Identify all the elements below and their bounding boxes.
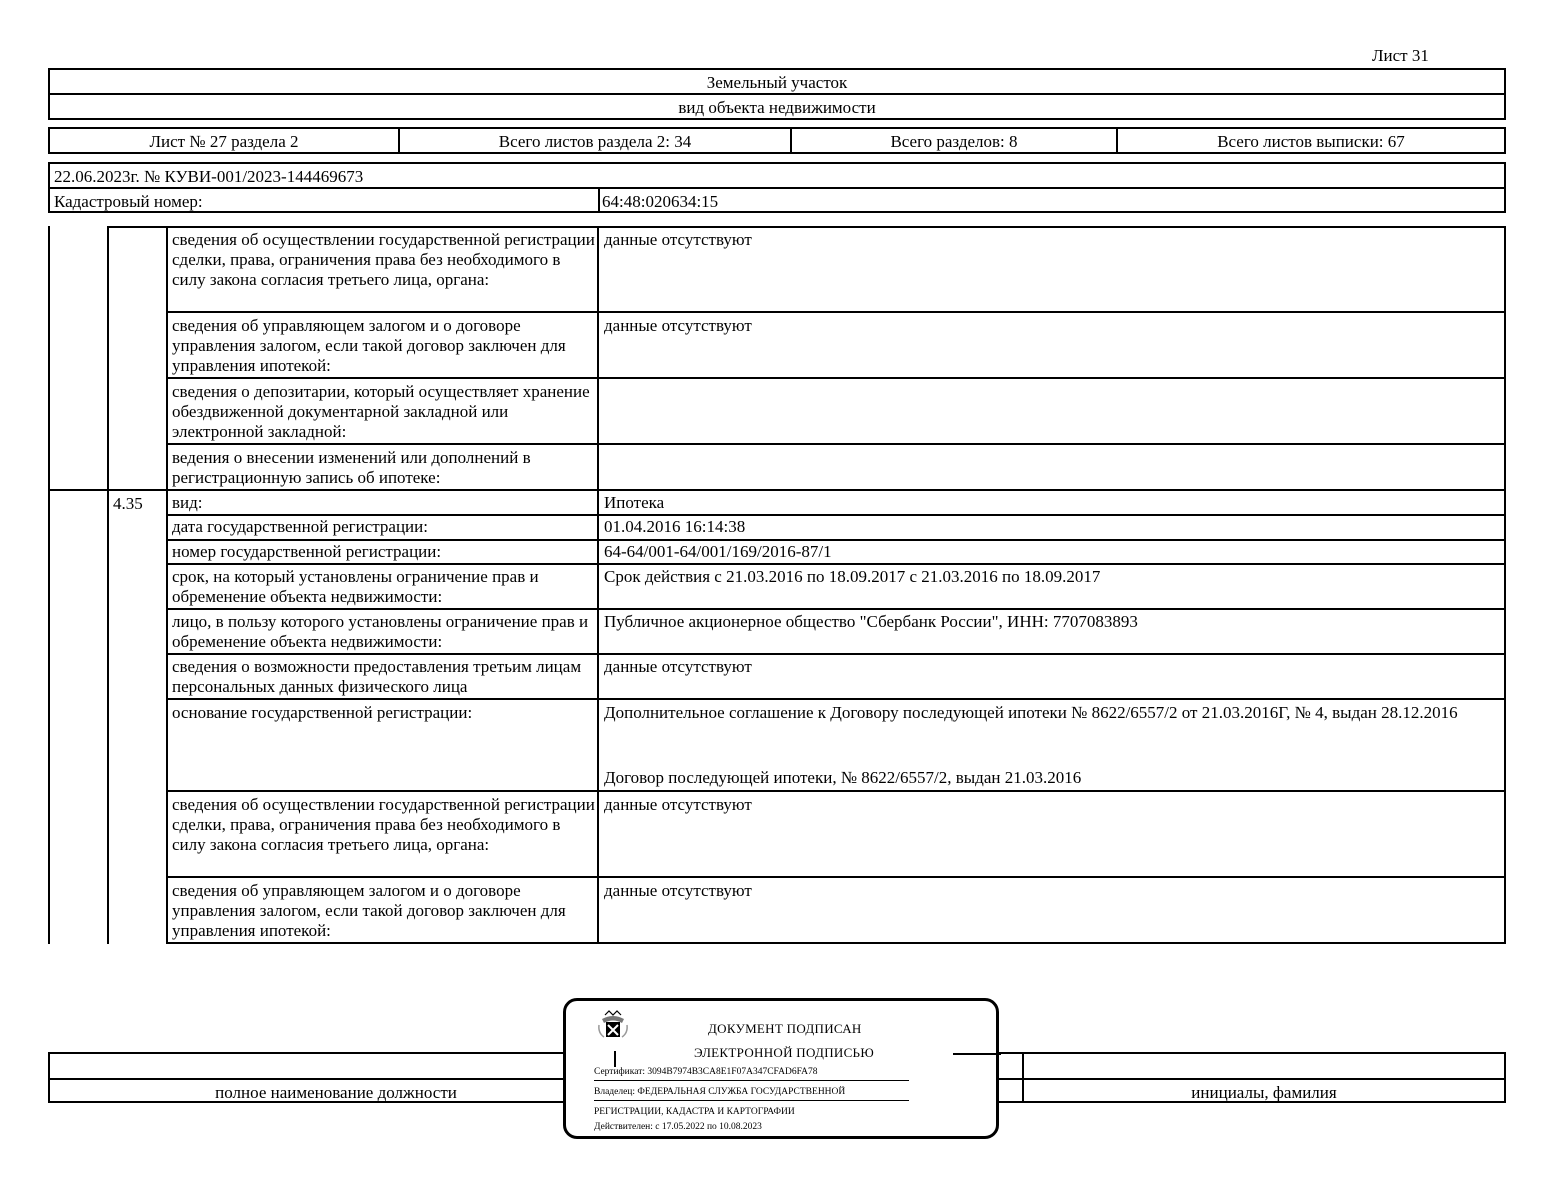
row-label: сведения о депозитарии, который осуществляет хранение обездвиженной документарной закладной или электронной закладной:	[172, 382, 590, 441]
row-value: данные отсутствуют	[604, 316, 752, 335]
row-value: данные отсутствуют	[604, 230, 752, 249]
row-value: Дополнительное соглашение к Договору последующей ипотеки № 8622/6557/2 от 21.03.2016Г, № 4, выдан 28.12.2016	[604, 703, 1458, 722]
row-label: сведения об осуществлении государственной регистрации сделки, права, ограничения права без необходимого в силу закона согласия третьего лица, органа:	[172, 795, 595, 854]
object-type: Земельный участок	[706, 73, 848, 92]
total-extract-sheets: Всего листов выписки: 67	[1217, 132, 1405, 151]
stamp-certificate: Сертификат: 3094B7974B3CA8E1F07A347CFAD6FA78	[594, 1067, 818, 1077]
row-value: Срок действия с 21.03.2016 по 18.09.2017 с 21.03.2016 по 18.09.2017	[604, 567, 1101, 586]
row-value: Публичное акционерное общество "Сбербанк России", ИНН: 7707083893	[604, 612, 1138, 631]
cadastral-number: 64:48:020634:15	[602, 192, 719, 211]
row-value: данные отсутствуют	[604, 657, 752, 676]
row-label: сведения об управляющем залогом и о договоре управления залогом, если такой договор заключен для управления ипотекой:	[172, 881, 566, 940]
row-value: 64-64/001-64/001/169/2016-87/1	[604, 542, 832, 561]
row-label: основание государственной регистрации:	[172, 703, 473, 722]
row-value-secondary: Договор последующей ипотеки, № 8622/6557/2, выдан 21.03.2016	[604, 768, 1082, 787]
total-sections: Всего разделов: 8	[890, 132, 1018, 151]
row-value: 01.04.2016 16:14:38	[604, 517, 746, 536]
total-section-sheets: Всего листов раздела 2: 34	[498, 132, 692, 151]
row-value: данные отсутствуют	[604, 881, 752, 900]
coat-of-arms-icon	[596, 1009, 630, 1049]
cadastral-label: Кадастровый номер:	[54, 192, 203, 211]
counts-row	[48, 127, 1506, 154]
row-value: Ипотека	[604, 493, 665, 512]
row-label: сведения об управляющем залогом и о договоре управления залогом, если такой договор заключен для управления ипотекой:	[172, 316, 566, 375]
electronic-signature-stamp	[563, 998, 999, 1139]
stamp-owner-cont: РЕГИСТРАЦИИ, КАДАСТРА И КАРТОГРАФИИ	[594, 1107, 795, 1117]
row-label: ведения о внесении изменений или дополнений в регистрационную запись об ипотеке:	[172, 448, 531, 487]
stamp-owner: Владелец: ФЕДЕРАЛЬНАЯ СЛУЖБА ГОСУДАРСТВЕННОЙ	[594, 1087, 846, 1097]
row-label: лицо, в пользу которого установлены ограничение прав и обременение объекта недвижимости:	[172, 612, 589, 651]
row-value: данные отсутствуют	[604, 795, 752, 814]
sheet-of-section: Лист № 27 раздела 2	[149, 132, 299, 151]
stamp-line-1: ДОКУМЕНТ ПОДПИСАН	[708, 1021, 862, 1036]
position-caption: полное наименование должности	[215, 1083, 457, 1102]
name-caption: инициалы, фамилия	[1191, 1083, 1337, 1102]
row-label: дата государственной регистрации:	[172, 517, 428, 536]
row-label: сведения об осуществлении государственной регистрации сделки, права, ограничения права без необходимого в силу закона согласия третьего лица, органа:	[172, 230, 595, 289]
sheet-label: Лист 31	[1372, 46, 1429, 65]
object-type-box	[48, 68, 1506, 120]
row-label: номер государственной регистрации:	[172, 542, 442, 561]
doc-ref-box	[48, 162, 1506, 213]
entry-number: 4.35	[113, 494, 143, 513]
stamp-validity: Действителен: с 17.05.2022 по 10.08.2023	[594, 1122, 762, 1132]
doc-ref: 22.06.2023г. № КУВИ-001/2023-144469673	[54, 167, 364, 186]
object-type-caption: вид объекта недвижимости	[678, 98, 876, 117]
row-label: срок, на который установлены ограничение прав и обременение объекта недвижимости:	[172, 567, 539, 606]
stamp-line-2: ЭЛЕКТРОННОЙ ПОДПИСЬЮ	[694, 1045, 874, 1060]
row-label: вид:	[172, 493, 203, 512]
row-label: сведения о возможности предоставления третьим лицам персональных данных физического лица	[172, 657, 582, 696]
